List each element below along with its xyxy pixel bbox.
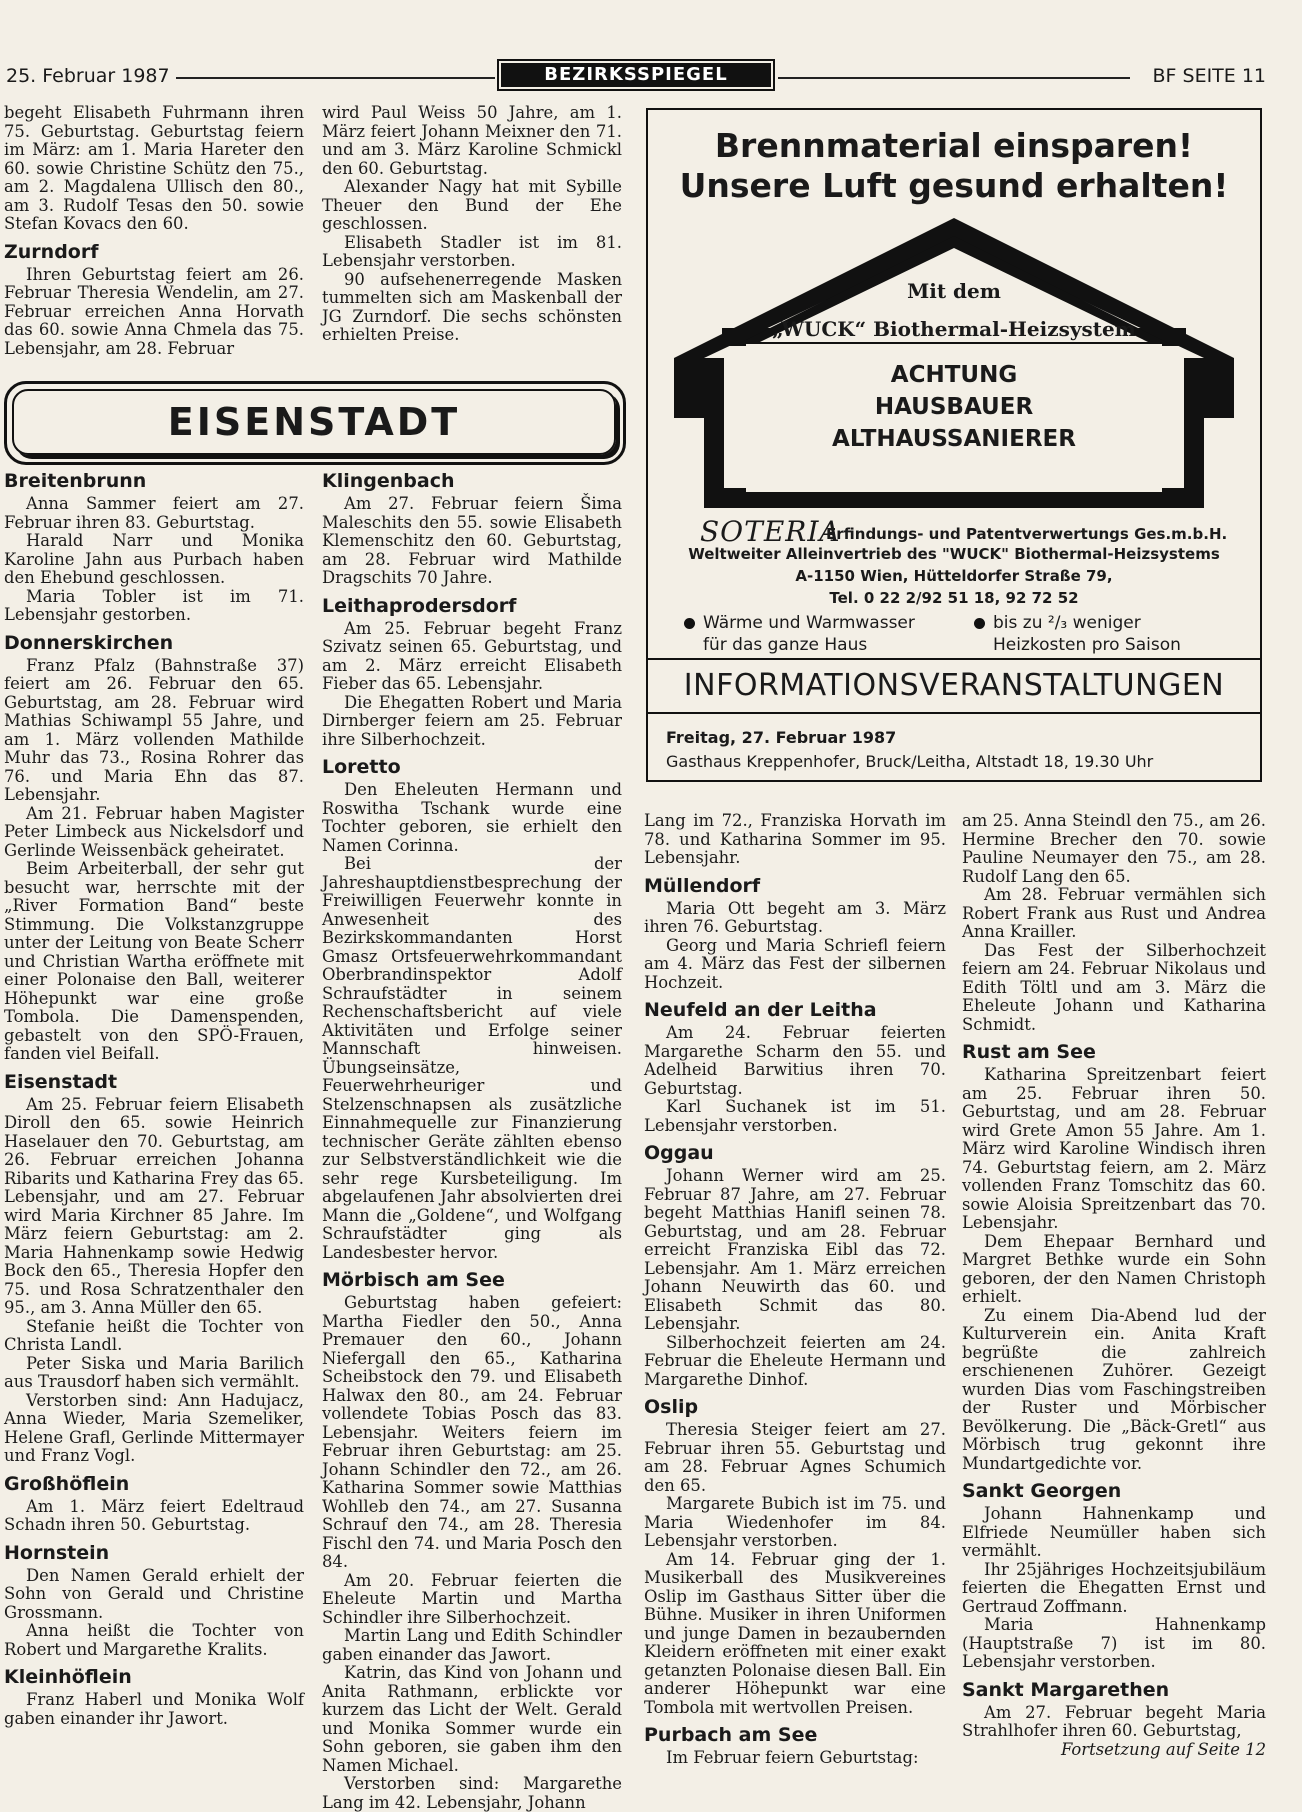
article-text: Am 21. Februar haben Magister Peter Limbeck aus Nickelsdorf und Gerlinde Weissenbäck geheiratet. [4,803,304,860]
ad-company: Erfindungs- und Patentverwertungs Ges.m.b.H. [826,525,1228,543]
header-section-box [497,59,775,91]
section-heading-muellendorf: Müllendorf [644,874,761,897]
section-heading-neufeld: Neufeld an der Leitha [644,999,877,1021]
section-heading-zurndorf: Zurndorf [4,240,99,263]
bullet-icon [684,618,695,629]
article-text: Verstorben sind: Margarethe Lang im 42. Lebensjahr, Johann [322,1774,622,1812]
article-text: Lang im 72., Franziska Horvath im 78. und Katharina Sommer im 95. Lebensjahr. [644,811,946,867]
article-text: Am 14. Februar ging der 1. Musikerball des Musikvereines Oslip im Gasthaus Sitter über die Bühne. Musiker in ihren Uniformen und junge Damen in bezaubernden Kleidern eröffneten mit einer exakt getanzten Polonaise diesen Ball. Ein anderer Höhepunkt war eine Tombola mit wertvollen Preisen. [644,1549,946,1717]
article-text: Ihr 25jähriges Hochzeitsjubiläum feierten die Ehegatten Ernst und Gertraud Zoffmann. [962,1559,1266,1616]
article-text: Karl Suchanek ist im 51. Lebensjahr verstorben. [644,1097,946,1135]
ad-bullet-1-b: für das ganze Haus [703,635,868,655]
section-heading-moerbisch: Mörbisch am See [322,1269,505,1291]
article-text: Verstorben sind: Ann Hadujacz, Anna Wieder, Maria Szemeliker, Helene Grafl, Gerlinde Mittermayer und Franz Vogl. [4,1390,304,1465]
article-text: Johann Hahnenkamp und Elfriede Neumüller haben sich vermählt. [962,1504,1266,1560]
ad-headline-2: Unsere Luft gesund erhalten! [679,166,1229,205]
article-text: Theresia Steiger feiert am 27. Februar ihren 55. Geburtstag und am 28. Februar Agnes Schumich den 65. [644,1420,946,1495]
article-text: Dem Ehepaar Bernhard und Margret Bethke wurde ein Sohn geboren, der den Namen Christoph erhielt. [962,1231,1266,1306]
ad-address: A-1150 Wien, Hütteldorfer Straße 79, [795,567,1113,585]
column-2 [322,470,622,1812]
info-rule [648,712,1260,714]
article-text: Maria Tobler ist im 71. Lebensjahr gestorben. [4,586,304,624]
article-text: Die Ehegatten Robert und Maria Dirnberger feiern am 25. Februar ihre Silberhochzeit. [322,692,622,749]
ad-headline-1: Brennmaterial einsparen! [714,126,1194,165]
article-text: Am 25. Februar begeht Franz Szivatz seinen 65. Geburtstag, und am 2. März erreicht Elisabeth Fieber das 65. Lebensjahr. [322,618,622,693]
article-text: Am 25. Februar feiern Elisabeth Diroll den 65. sowie Heinrich Haselauer den 70. Geburtstag, am 26. Februar erreichen Johanna Ribarits und Katharina Frey das 65. Lebensjahr, und am 27. Februar wird Maria Kirchner 85 Jahre. Im März feiern Geburtstag: am 2. Maria Hahnenkamp sowie Hedwig Bock den 65., Theresia Hopfer den 75. und Rosa Schratzenthaler den 95., am 3. Anna Müller den 65. [4,1094,304,1317]
column-3 [644,812,946,1768]
article-text: Maria Ott begeht am 3. März ihren 76. Geburtstag. [644,898,946,936]
article-text: Am 24. Februar feierten Margarethe Scharm den 55. und Adelheid Barwitius ihren 70. Geburtstag. [644,1023,946,1098]
article-text: Am 27. Februar begeht Maria Strahlhofer ihren 60. Geburtstag, [962,1702,1266,1740]
column-4 [962,812,1266,1759]
article-text: Maria Hahnenkamp (Hauptstraße 7) ist im 80. Lebensjahr verstorben. [962,1615,1266,1671]
ad-line-hausbauer: HAUSBAUER [874,394,1034,420]
column-1 [4,470,304,1728]
article-text: Am 1. März feiert Edeltraud Schadn ihren 50. Geburtstag. [4,1496,304,1534]
ad-bullet-2-b: Heizkosten pro Saison [993,635,1181,655]
section-heading-purbach: Purbach am See [644,1724,818,1746]
article-text: Martin Lang und Edith Schindler gaben einander das Jawort. [322,1626,622,1664]
article-text: Stefanie heißt die Tochter von Christa Landl. [4,1316,304,1354]
ad-bullet-1 [684,612,915,656]
ad-tel: Tel. 0 22 2/92 51 18, 92 72 52 [829,589,1079,607]
ad-vertrieb: Weltweiter Alleinvertrieb des "WUCK" Biothermal-Heizsystems [688,545,1220,563]
article-text: Alexander Nagy hat mit Sybille Theuer den Bund der Ehe geschlossen. [322,177,622,233]
article-text: begeht Elisabeth Fuhrmann ihren 75. Geburtstag. Geburtstag feiern im März: am 1. Maria Hareter den 60. sowie Christine Schütz den 75., am 2. Magdalena Ullisch den 80., am 3. Rudolf Tesas den 50. sowie Stefan Kovacs den 60. [4,103,304,233]
section-heading-breitenbrunn: Breitenbrunn [4,470,147,492]
article-text: Beim Arbeiterball, der sehr gut besucht war, herrschte mit der „River Formation Band“ beste Stimmung. Die Volkstanzgruppe unter der Leitung von Beate Scherr und Christian Wartha eröffnete mit einer Polonaise den Ball, weiterer Höhepunkt war eine große Tombola. Die Damenspenden, gebastelt von den SPÖ-Frauen, fanden viel Beifall. [4,859,304,1063]
section-heading-loretto: Loretto [322,756,401,778]
article-text: Ihren Geburtstag feiert am 26. Februar Theresia Wendelin, am 27. Februar erreichen Anna Horvath das 60. sowie Anna Chmela das 75. Lebensjahr, am 28. Februar [4,264,304,358]
article-text: Margarete Bubich ist im 75. und Maria Wiedenhofer im 84. Lebensjahr verstorben. [644,1494,946,1550]
article-text: Franz Haberl und Monika Wolf gaben einander ihr Jawort. [4,1690,304,1728]
article-text: Am 20. Februar feierten die Eheleute Martin und Martha Schindler ihre Silberhochzeit. [322,1570,622,1627]
article-text: Harald Narr und Monika Karoline Jahn aus Purbach haben den Ehebund geschlossen. [4,531,304,587]
article-text: Peter Siska und Maria Barilich aus Trausdorf haben sich vermählt. [4,1353,304,1391]
section-heading-klingenbach: Klingenbach [322,470,455,492]
article-text: Den Eheleuten Hermann und Roswitha Tschank wurde eine Tochter geboren, sie erhielt den Namen Corinna. [322,780,622,855]
ad-brand-logo: SOTERIA [700,515,841,548]
article-text: Katrin, das Kind von Johann und Anita Rathmann, erblickte vor kurzem das Licht der Welt. Gerald und Monika Sommer wurde ein Sohn geboren, sie gaben ihm den Namen Michael. [322,1663,622,1775]
article-text: Georg und Maria Schriefl feiern am 4. März das Fest der silbernen Hochzeit. [644,935,946,992]
top-column-1 [4,104,304,358]
section-heading-sankt-margarethen: Sankt Margarethen [962,1678,1170,1701]
header-rule-left [160,77,495,79]
header-date: 25. Februar 1987 [6,64,176,88]
section-heading-hornstein: Hornstein [4,1541,110,1564]
info-title: INFORMATIONSVERANSTALTUNGEN [683,668,1225,703]
article-text: Den Namen Gerald erhielt der Sohn von Gerald und Christine Grossmann. [4,1565,304,1622]
section-heading-oslip: Oslip [644,1396,699,1418]
bullet-icon [974,618,985,629]
article-text: Zu einem Dia-Abend lud der Kulturverein ein. Anita Kraft begrüßte die zahlreich erschienenen Zuhörer. Gezeigt wurden Dias vom Faschingstreiben der Ruster und Mörbischer Bevölkerung. Die „Bäck-Gretl“ aus Mörbisch trug gekonnt ihre Mundartgedichte vor. [962,1305,1266,1473]
article-text: Silberhochzeit feierten am 24. Februar die Eheleute Hermann und Margarethe Dinhof. [644,1332,946,1389]
info-place: Gasthaus Kreppenhofer, Bruck/Leitha, Altstadt 18, 19.30 Uhr [666,752,1154,771]
section-heading-eisenstadt: Eisenstadt [4,1070,118,1093]
header-section: BEZIRKSSPIEGEL [501,63,771,87]
header-page: BF SEITE 11 [1147,64,1267,88]
article-text: Bei der Jahreshauptdienstbesprechung der Freiwilligen Feuerwehr konnte in Anwesenheit des Bezirkskommandanten Horst Gmasz Ortsfeuerwehrkommandant Oberbrandinspektor Adolf Schraufstädter in seinem Rechenschaftsbericht auf viele Aktivitäten und Erfolge seiner Mannschaft hinweisen. Übungseinsätze, Feuerwehrheuriger und Stelzenschnapsen als zusätzliche Einnahmequelle zur Finanzierung technischer Geräte zählten ebenso zur Selbstverständlichkeit wie die sehr rege Kursbeteiligung. Im abgelaufenen Jahr absolvierten drei Mann die „Goldene“, und Wolfgang Schraufstädter ging als Landesbester hervor. [322,854,622,1262]
eisenstadt-banner: EISENSTADT [12,389,616,455]
article-text: wird Paul Weiss 50 Jahre, am 1. März feiert Johann Meixner den 71. und am 3. März Karoline Schmickl den 60. Geburtstag. [322,103,622,178]
article-text: am 25. Anna Steindl den 75., am 26. Hermine Brecher den 70. sowie Pauline Neumayer den 75., am 28. Rudolf Lang den 65. [962,811,1266,886]
ad-line-mit-dem: Mit dem [907,279,1001,303]
article-text: Johann Werner wird am 25. Februar 87 Jahre, am 27. Februar begeht Matthias Hanifl seinen 78. Geburtstag, und am 28. Februar erreicht Franziska Eibl das 72. Lebensjahr. Am 1. März erreichen Johann Neuwirth das 60. und Elisabeth Schmit das 80. Lebensjahr. [644,1166,946,1333]
section-heading-leithaprodersdorf: Leithaprodersdorf [322,594,517,617]
article-text: Am 27. Februar feiern Šima Maleschits den 55. sowie Elisabeth Klemenschitz den 60. Geburtstag, am 28. Februar wird Mathilde Dragschits 70 Jahre. [322,494,622,587]
info-date: Freitag, 27. Februar 1987 [666,728,897,747]
header-rule-right [778,77,1130,79]
article-text: Elisabeth Stadler ist im 81. Lebensjahr verstorben. [322,232,622,270]
section-heading-kleinhoeflein: Kleinhöflein [4,1666,132,1688]
article-text: Franz Pfalz (Bahnstraße 37) feiert am 26. Februar den 65. Geburtstag, am 28. Februar wird Mathias Schiwampl 55 Jahre, und am 1. März vollenden Mathilde Muhr das 73., Rosina Rohrer das 76. und Maria Ehn das 87. Lebensjahr. [4,655,304,804]
top-column-2 [322,104,622,345]
article-text: Das Fest der Silberhochzeit feiern am 24. Februar Nikolaus und Edith Töltl und am 3. März die Eheleute Johann und Katharina Schmidt. [962,940,1266,1034]
article-text: Katharina Spreitzenbart feiert am 25. Februar ihren 50. Geburtstag, und am 28. Februar wird Grete Amon 55 Jahre. Am 1. März wird Karoline Windisch ihren 74. Geburtstag feiern, am 2. März vollenden Franz Tomschitz das 60. sowie Aloisia Spreitzenbart das 70. Lebensjahr. [962,1065,1266,1232]
section-heading-oggau: Oggau [644,1142,714,1164]
article-text: Anna heißt die Tochter von Robert und Margarethe Kralits. [4,1621,304,1659]
ad-bullet-1-a: Wärme und Warmwasser [703,613,915,633]
section-heading-grosshoeflein: Großhöflein [4,1472,130,1495]
ad-bullet-2 [974,612,1181,656]
article-text: Im Februar feiern Geburtstag: [666,1748,919,1767]
article-text: Geburtstag haben gefeiert: Martha Fiedler den 50., Anna Premauer den 60., Johann Niefergall den 65., Katharina Scheibstock den 79. und Elisabeth Halwax den 80., am 24. Februar vollendete Tobias Posch das 83. Lebensjahr. Weiters feiern im Februar ihren Geburtstag: am 25. Johann Schindler den 72., am 26. Katharina Sommer sowie Matthias Wohlleb den 74., am 27. Susanna Schrauf den 74., am 28. Theresia Fischl den 74. und Maria Posch den 84. [322,1293,622,1571]
section-heading-donnerskirchen: Donnerskirchen [4,631,174,654]
article-text: 90 aufsehenerregende Masken tummelten sich am Maskenball der JG Zurndorf. Die sechs schönsten erhielten Preise. [322,269,622,344]
section-heading-sankt-georgen: Sankt Georgen [962,1480,1122,1502]
article-text: Anna Sammer feiert am 27. Februar ihren 83. Geburtstag. [4,494,304,532]
ad-line-wuck: „WUCK“ Biothermal-Heizsystem [772,317,1136,341]
ad-line-achtung: ACHTUNG [890,362,1018,388]
ad-line-althaussanierer: ALTHAUSSANIERER [832,426,1076,452]
section-heading-rust: Rust am See [962,1041,1096,1063]
ad-bullet-2-a: bis zu ²/₃ weniger [993,613,1141,633]
continued-note[interactable]: Fortsetzung auf Seite 12 [1060,1739,1266,1759]
article-text: Am 28. Februar vermählen sich Robert Frank aus Rust und Andrea Anna Krailler. [962,885,1266,941]
info-box [646,660,1262,782]
advertisement [646,108,1262,660]
